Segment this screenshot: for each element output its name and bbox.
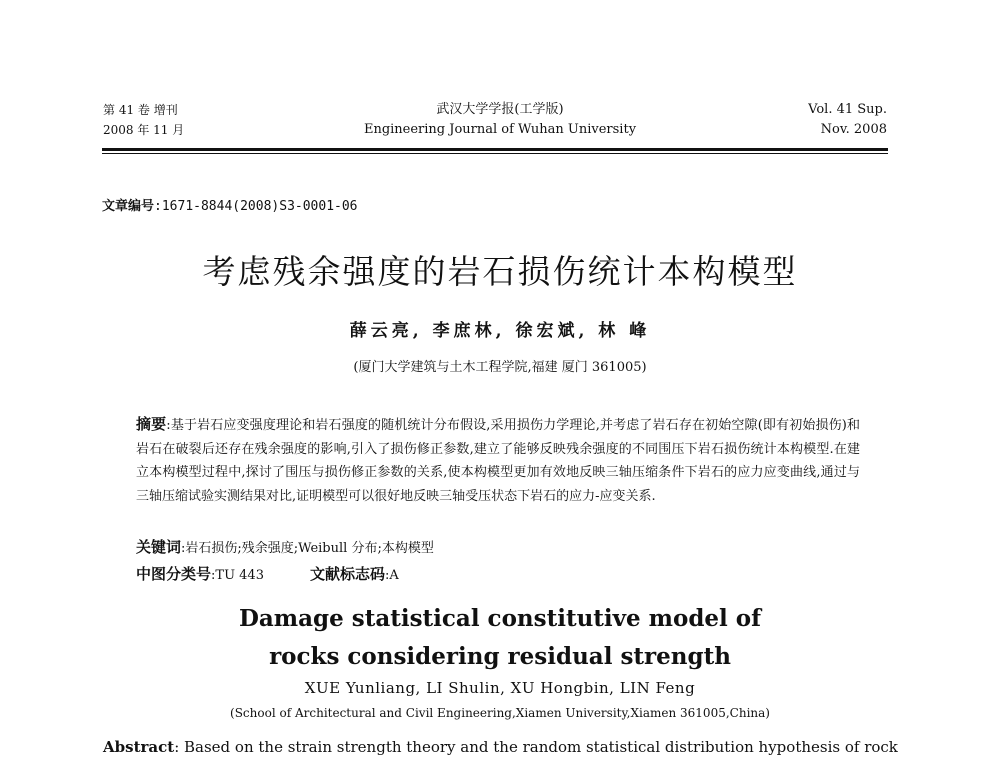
abstract-cn-text: :基于岩石应变强度理论和岩石强度的随机统计分布假设,采用损伤力学理论,并考虑了岩石存在初始空隙(即有初始损伤)和岩石在破裂后还存在残余强度的影响,引入了损伤修正参数,建立了能够反映残余强度的不同围压下岩石损伤统计本构模型.在建立本构模型过程中,探讨了围压与损伤修正参数的关系,使本构模型更加有效地反映三轴压缩条件下岩石的应力应变曲线,通过与三轴压缩试验实测结果对比,证明模型可以很好地反映三轴受压状态下岩石的应力-应变关系. — [136, 418, 860, 504]
abstract-en-text: : Based on the strain strength theory and the random statistical distribution hypothesis of rock — [174, 738, 898, 756]
header-date-en: Nov. 2008 — [820, 122, 887, 137]
abstract-en — [103, 738, 903, 756]
header-volume-en — [808, 100, 887, 140]
header-volume: 第 41 卷 增刊 — [103, 103, 178, 117]
header-rule-thin — [102, 153, 888, 154]
journal-name-en: Engineering Journal of Wuhan University — [363, 122, 637, 137]
affiliation-cn: (厦门大学建筑与土木工程学院,福建 厦门 361005) — [353, 360, 647, 375]
authors-en: XUE Yunliang, LI Shulin, XU Hongbin, LIN Feng — [304, 679, 696, 697]
abstract-cn-label: 摘要 — [136, 415, 167, 433]
classification — [136, 563, 399, 584]
paper-title-cn: 考虑残余强度的岩石损伤统计本构模型 — [202, 252, 798, 291]
header-vol-en: Vol. 41 Sup. — [808, 102, 887, 117]
keywords — [136, 536, 434, 557]
doc-code-value: :A — [384, 568, 399, 583]
authors-cn: 薛云亮, 李庶林, 徐宏斌, 林 峰 — [349, 321, 651, 341]
article-number — [102, 195, 358, 214]
clc-value: :TU 443 — [211, 568, 264, 583]
affiliation-en: (School of Architectural and Civil Engineering,Xiamen University,Xiamen 361005,China) — [230, 706, 770, 720]
paper-title-en-line2: rocks considering residual strength — [269, 643, 731, 670]
paper-title-en-line1: Damage statistical constitutive model of — [238, 605, 762, 632]
doc-code-label: 文献标志码 — [309, 565, 385, 583]
clc-label: 中图分类号 — [136, 565, 212, 583]
article-number-value: :1671-8844(2008)S3-0001-06 — [154, 199, 358, 214]
abstract-en-label: Abstract — [103, 738, 175, 756]
abstract-cn — [136, 413, 860, 508]
header-rule-thick — [102, 148, 888, 151]
article-number-label: 文章编号 — [102, 199, 155, 214]
keywords-text: :岩石损伤;残余强度;Weibull 分布;本构模型 — [181, 541, 434, 556]
keywords-label: 关键词 — [136, 538, 182, 556]
journal-name-cn: 武汉大学学报(工学版) — [436, 102, 564, 117]
header-date-cn: 2008 年 11 月 — [103, 123, 185, 137]
paper-title-en — [0, 600, 1000, 676]
